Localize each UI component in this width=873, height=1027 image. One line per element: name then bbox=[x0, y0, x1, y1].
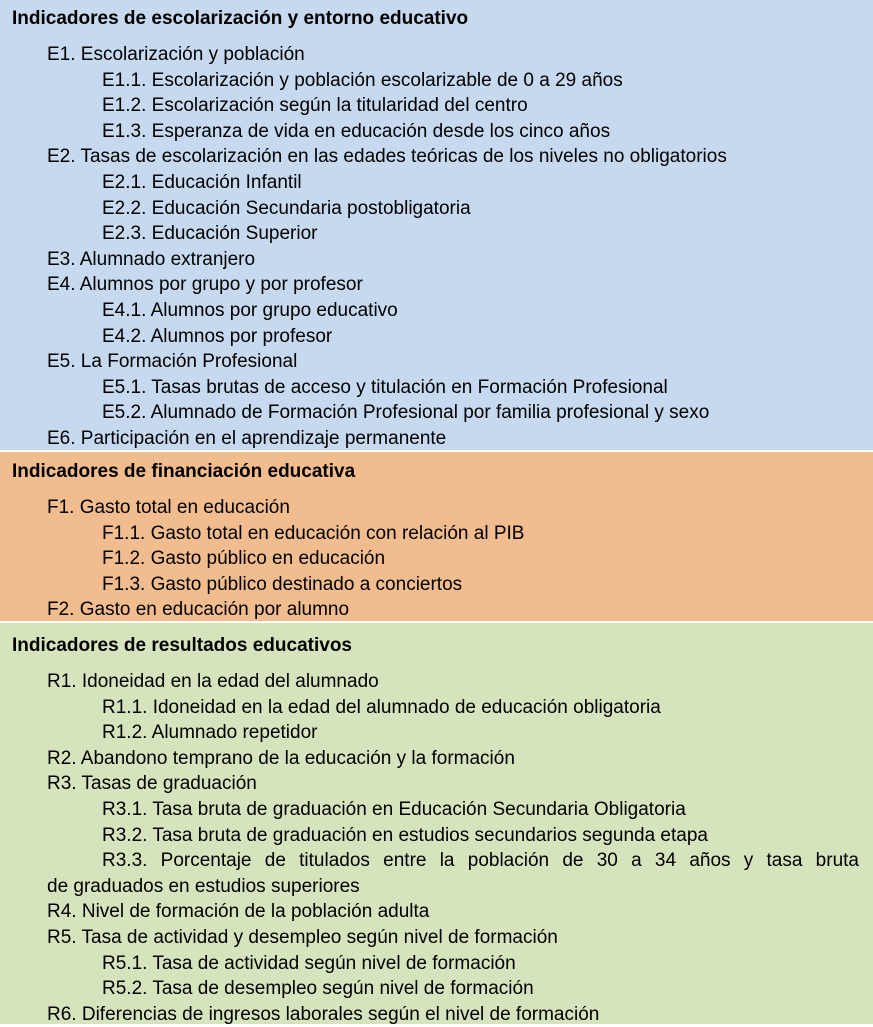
indicator-e4-1: E4.1. Alumnos por grupo educativo bbox=[102, 299, 398, 321]
indicator-r3-3: R3.3. Porcentaje de titulados entre la población de 30 a 34 años y tasa bruta bbox=[102, 850, 859, 872]
section-title: Indicadores de financiación educativa bbox=[12, 461, 356, 482]
indicator-e1-2: E1.2. Escolarización según la titularidad del centro bbox=[102, 95, 528, 117]
indicator-f2: F2. Gasto en educación por alumno bbox=[47, 599, 350, 621]
indicator-r3-1: R3.1. Tasa bruta de graduación en Educación Secundaria Obligatoria bbox=[102, 798, 686, 820]
indicator-r5-2: R5.2. Tasa de desempleo según nivel de formación bbox=[102, 978, 534, 1000]
indicator-e2-1: E2.1. Educación Infantil bbox=[102, 171, 302, 193]
section-resultados bbox=[0, 621, 873, 1024]
indicator-e5-2: E5.2. Alumnado de Formación Profesional por familia profesional y sexo bbox=[102, 402, 710, 424]
indicator-e2-2: E2.2. Educación Secundaria postobligatoria bbox=[102, 197, 471, 219]
indicator-r6: R6. Diferencias de ingresos laborales según el nivel de formación bbox=[47, 1003, 600, 1025]
indicator-f1-3: F1.3. Gasto público destinado a conciertos bbox=[102, 573, 463, 595]
indicator-r3: R3. Tasas de graduación bbox=[47, 773, 257, 795]
indicator-f1-2: F1.2. Gasto público en educación bbox=[102, 548, 386, 570]
indicator-e4-2: E4.2. Alumnos por profesor bbox=[102, 325, 333, 347]
indicator-e3: E3. Alumnado extranjero bbox=[47, 248, 256, 270]
indicator-r3-3-continuation: de graduados en estudios superiores bbox=[47, 875, 360, 897]
indicator-e5-1: E5.1. Tasas brutas de acceso y titulación en Formación Profesional bbox=[102, 376, 668, 398]
indicator-r1-1: R1.1. Idoneidad en la edad del alumnado de educación obligatoria bbox=[102, 696, 661, 718]
section-title: Indicadores de resultados educativos bbox=[12, 635, 352, 656]
indicator-e1-1: E1.1. Escolarización y población escolarizable de 0 a 29 años bbox=[102, 69, 623, 91]
section-financiacion bbox=[0, 450, 873, 621]
indicator-e2-3: E2.3. Educación Superior bbox=[102, 223, 318, 245]
indicator-r1-2: R1.2. Alumnado repetidor bbox=[102, 722, 318, 744]
indicator-e4: E4. Alumnos por grupo y por profesor bbox=[47, 274, 363, 296]
indicator-e1-3: E1.3. Esperanza de vida en educación desde los cinco años bbox=[102, 120, 611, 142]
indicator-r4: R4. Nivel de formación de la población adulta bbox=[47, 901, 430, 923]
section-title: Indicadores de escolarización y entorno educativo bbox=[12, 8, 469, 29]
indicator-r3-2: R3.2. Tasa bruta de graduación en estudios secundarios segunda etapa bbox=[102, 824, 708, 846]
section-escolarizacion bbox=[0, 0, 873, 450]
indicator-f1-1: F1.1. Gasto total en educación con relación al PIB bbox=[102, 522, 525, 544]
indicator-e1: E1. Escolarización y población bbox=[47, 44, 305, 65]
indicator-e6: E6. Participación en el aprendizaje permanente bbox=[47, 427, 447, 449]
indicator-r1: R1. Idoneidad en la edad del alumnado bbox=[47, 671, 379, 692]
indicator-e2: E2. Tasas de escolarización en las edades teóricas de los niveles no obligatorios bbox=[47, 146, 727, 168]
indicator-f1: F1. Gasto total en educación bbox=[47, 497, 290, 518]
indicator-r5-1: R5.1. Tasa de actividad según nivel de formación bbox=[102, 952, 516, 974]
indicator-r2: R2. Abandono temprano de la educación y la formación bbox=[47, 747, 515, 769]
indicator-e5: E5. La Formación Profesional bbox=[47, 351, 298, 373]
indicator-r5: R5. Tasa de actividad y desempleo según nivel de formación bbox=[47, 926, 558, 948]
